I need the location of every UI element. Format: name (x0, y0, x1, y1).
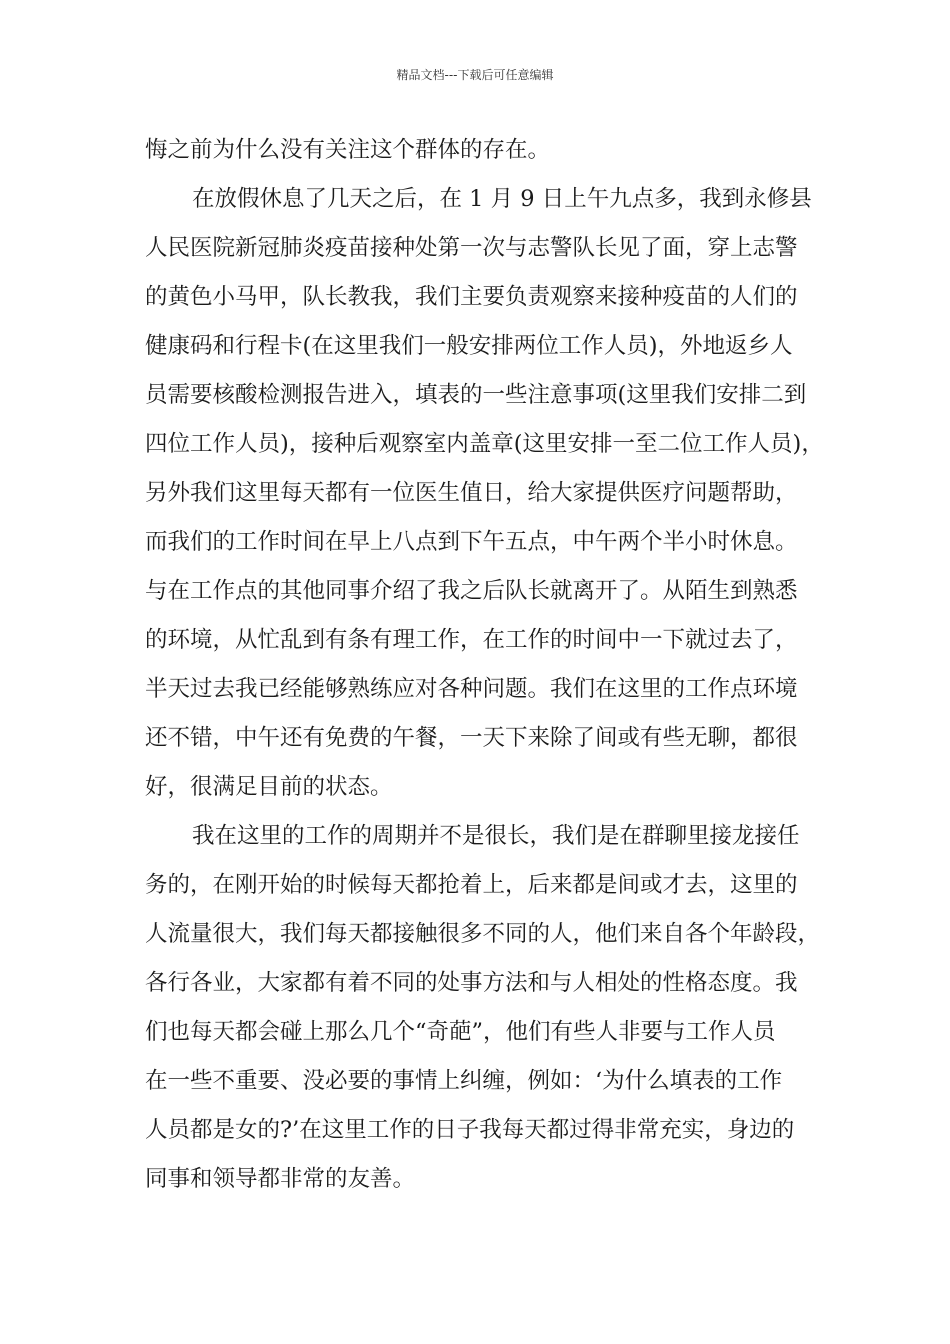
text-line-10: 与在工作点的其他同事介绍了我之后队长就离开了。从陌生到熟悉 (145, 578, 798, 604)
text-line-2: 在放假休息了几天之后，在 1 月 9 日上午九点多，我到永修县 (192, 186, 812, 212)
text-line-4: 的黄色小马甲，队长教我，我们主要负责观察来接种疫苗的人们的 (145, 284, 798, 310)
text-line-15: 我在这里的工作的周期并不是很长，我们是在群聊里接龙接任 (192, 823, 800, 849)
text-line-16: 务的，在刚开始的时候每天都抢着上，后来都是间或才去，这里的 (145, 872, 798, 898)
text-line-7: 四位工作人员)，接种后观察室内盖章(这里安排一至二位工作人员)， (145, 431, 824, 457)
document-body (145, 126, 824, 1204)
text-line-17: 人流量很大，我们每天都接触很多不同的人，他们来自各个年龄段， (145, 921, 821, 947)
text-line-14: 好，很满足目前的状态。 (145, 774, 393, 800)
text-line-6: 员需要核酸检测报告进入，填表的一些注意事项(这里我们安排二到 (145, 382, 807, 408)
text-line-18: 各行各业，大家都有着不同的处事方法和与人相处的性格态度。我 (145, 970, 798, 996)
text-line-1: 悔之前为什么没有关注这个群体的存在。 (145, 137, 551, 163)
page-header: 精品文档---下载后可任意编辑 (396, 68, 554, 82)
text-line-11: 的环境，从忙乱到有条有理工作，在工作的时间中一下就过去了， (145, 627, 798, 653)
text-line-5: 健康码和行程卡(在这里我们一般安排两位工作人员)，外地返乡人 (145, 333, 793, 359)
text-line-12: 半天过去我已经能够熟练应对各种问题。我们在这里的工作点环境 (145, 676, 798, 702)
text-line-13: 还不错，中午还有免费的午餐，一天下来除了间或有些无聊，都很 (145, 725, 798, 751)
text-line-20: 在一些不重要、没必要的事情上纠缠，例如：‘为什么填表的工作 (145, 1068, 783, 1094)
text-line-3: 人民医院新冠肺炎疫苗接种处第一次与志警队长见了面，穿上志警 (145, 235, 798, 261)
text-line-21: 人员都是女的?’在这里工作的日子我每天都过得非常充实，身边的 (145, 1117, 795, 1143)
text-line-8: 另外我们这里每天都有一位医生值日，给大家提供医疗问题帮助， (145, 480, 798, 506)
text-line-22: 同事和领导都非常的友善。 (145, 1166, 416, 1192)
text-line-19: 们也每天都会碰上那么几个“奇葩”，他们有些人非要与工作人员 (145, 1019, 776, 1045)
text-line-9: 而我们的工作时间在早上八点到下午五点，中午两个半小时休息。 (145, 529, 798, 555)
